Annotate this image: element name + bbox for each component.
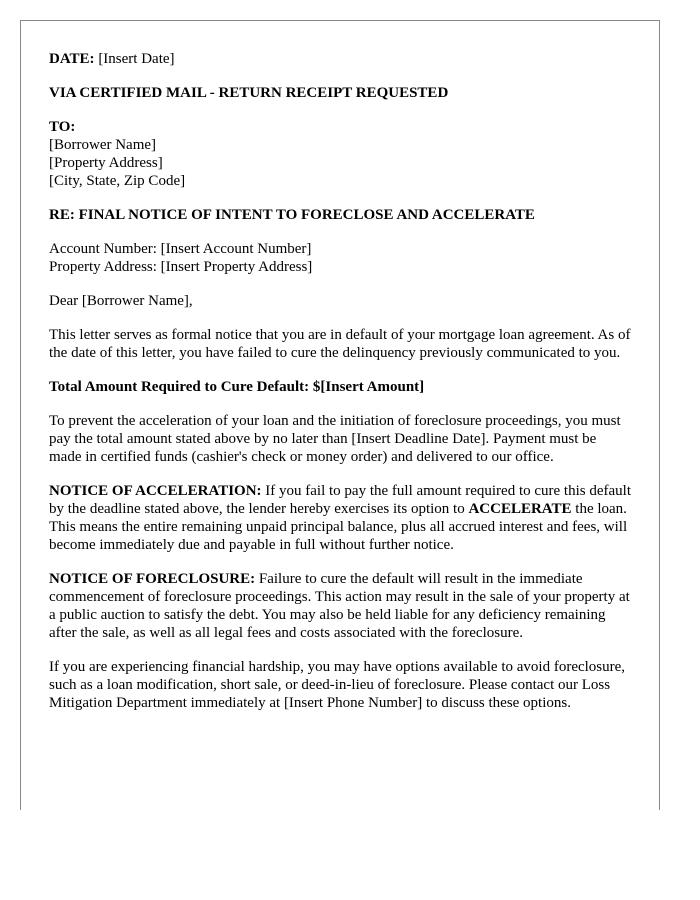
foreclosure-text: Failure to cure the default will result in the immediate commencement of foreclosure proceedings. This action may result in the sale of your property at a public auction to satisfy the debt. You may also be held liable for any deficiency remaining after the sale, as well as all legal fees and costs associated with the foreclosure. (49, 571, 630, 641)
date-line (49, 50, 631, 68)
paragraph-hardship: If you are experiencing financial hardship, you may have options available to avoid foreclosure, such as a loan modification, short sale, or deed-in-lieu of foreclosure. Please contact our Loss Mitigation Department immediately at [Insert Phone Number] to discuss these options. (49, 659, 626, 711)
account-number: Account Number: [Insert Account Number] (49, 241, 312, 257)
recipient-name: [Borrower Name] (49, 137, 157, 153)
paragraph-prevent: To prevent the acceleration of your loan and the initiation of foreclosure proceedings, you must pay the total amount stated above by no later than [Insert Deadline Date]. Payment must be made in certified funds (cashier's check or money order) and delivered to our office. (49, 413, 621, 465)
recipient-city: [City, State, Zip Code] (49, 173, 186, 189)
accelerate-word: ACCELERATE (468, 501, 572, 517)
foreclosure-heading: NOTICE OF FORECLOSURE: (49, 571, 256, 587)
acceleration-text-2: the loan. This means the entire remaining unpaid principal balance, plus all accrued interest and fees, will become immediately due and payable in full without further notice. (49, 501, 628, 553)
total-amount: Total Amount Required to Cure Default: $[Insert Amount] (49, 379, 425, 395)
letter-page (20, 20, 660, 810)
subject-line: RE: FINAL NOTICE OF INTENT TO FORECLOSE AND ACCELERATE (49, 207, 535, 223)
salutation: Dear [Borrower Name], (49, 293, 193, 309)
acceleration-heading: NOTICE OF ACCELERATION: (49, 483, 262, 499)
date-label: DATE: (49, 51, 95, 67)
recipient-address: [Property Address] (49, 155, 163, 171)
paragraph-foreclosure (49, 570, 631, 642)
to-label: TO: (49, 119, 76, 135)
property-address: Property Address: [Insert Property Address] (49, 259, 313, 275)
letter-content (21, 21, 659, 712)
paragraph-default: This letter serves as formal notice that you are in default of your mortgage loan agreement. As of the date of this letter, you have failed to cure the delinquency previously communicated to you. (49, 327, 631, 361)
recipient-block (49, 118, 631, 190)
delivery-method: VIA CERTIFIED MAIL - RETURN RECEIPT REQUESTED (49, 85, 449, 101)
date-value: [Insert Date] (94, 51, 175, 67)
account-block (49, 240, 631, 276)
paragraph-acceleration (49, 482, 631, 554)
acceleration-text-1: If you fail to pay the full amount required to cure this default by the deadline stated above, the lender hereby exercises its option to (49, 483, 632, 517)
